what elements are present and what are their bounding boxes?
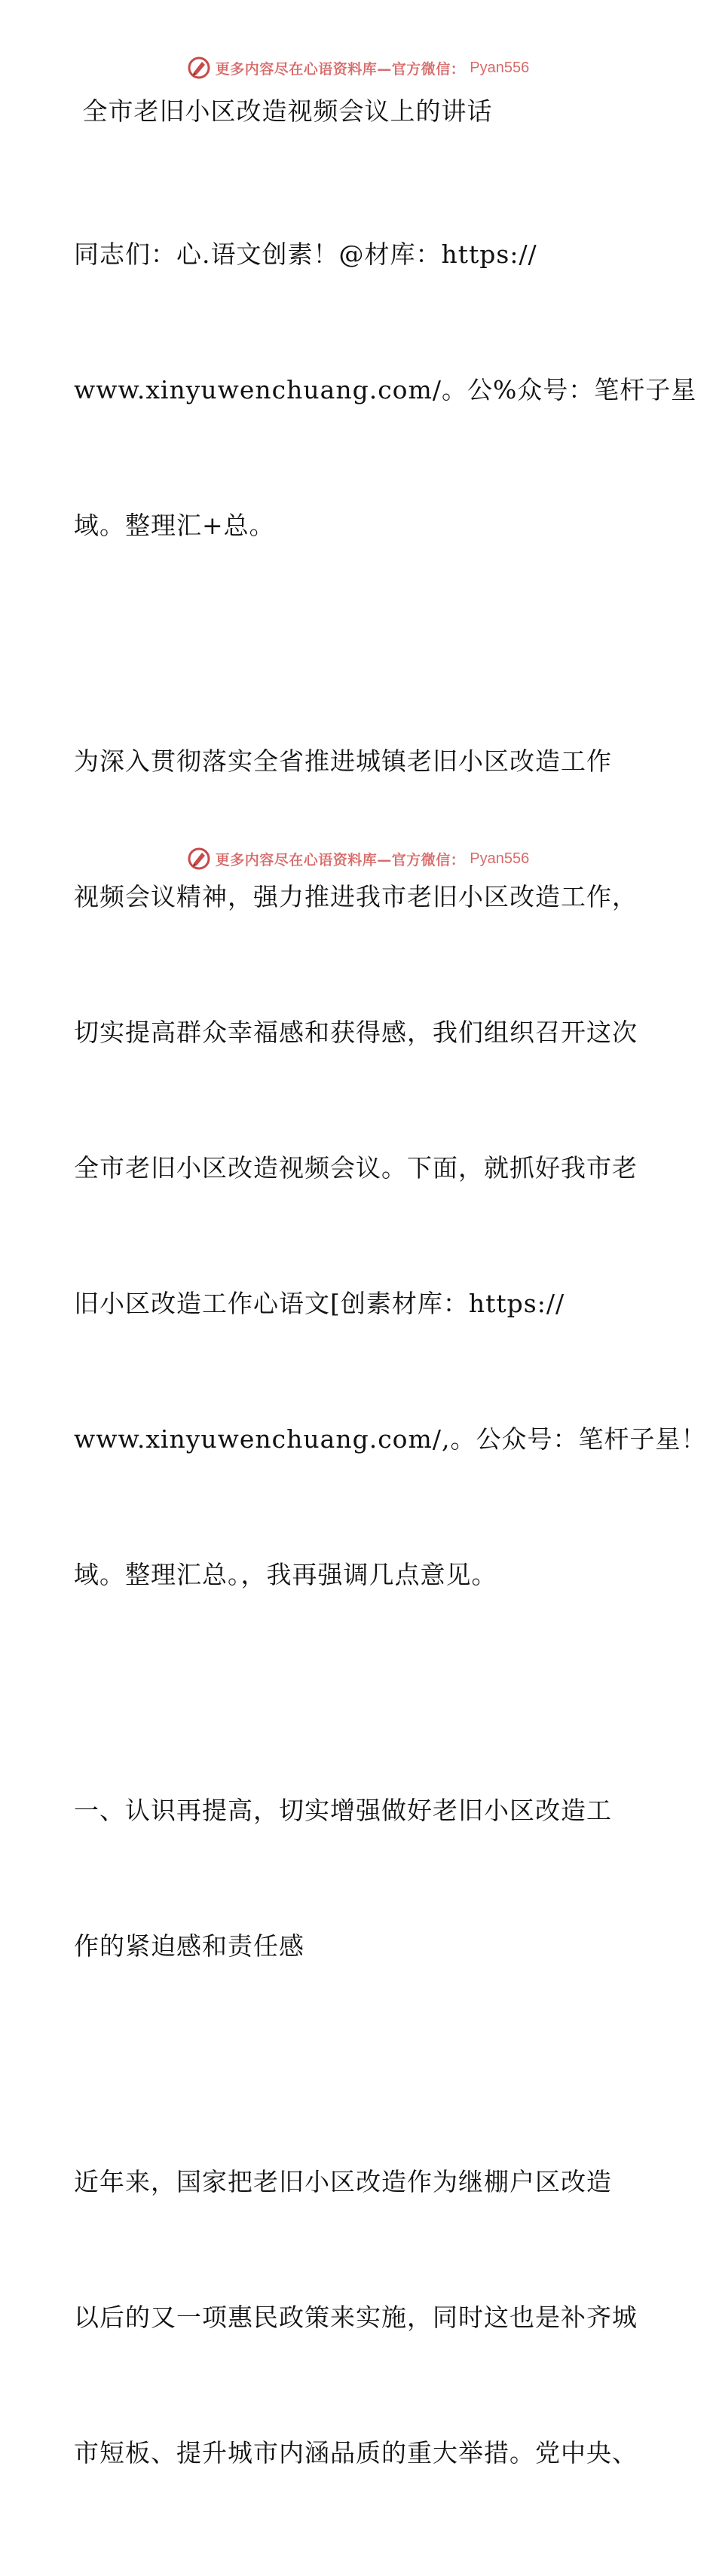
section-heading-1 <box>74 1698 647 2059</box>
paragraph-intro <box>74 649 707 1688</box>
text-line: www.xinyuwenchuang.com/,。公众号：笔杆子星！ <box>74 1424 707 1454</box>
paragraph-greeting <box>74 142 697 639</box>
document-title: 全市老旧小区改造视频会议上的讲话 <box>74 96 493 126</box>
text-line: 作的紧迫感和责任感 <box>74 1931 304 1961</box>
text-line: 全市老旧小区改造视频会议。下面，就抓好我市老 <box>74 1153 638 1183</box>
text-line: 切实提高群众幸福感和获得感，我们组织召开这次 <box>74 1018 638 1047</box>
document-body <box>74 89 707 2576</box>
footer-watermark-banner <box>0 844 716 874</box>
header-watermark-banner <box>0 53 716 83</box>
text-line: 视频会议精神，强力推进我市老旧小区改造工作， <box>74 882 638 911</box>
text-line: 域。整理汇总。，我再强调几点意见。 <box>74 1560 497 1589</box>
paragraph-section-1 <box>74 2069 647 2566</box>
header-watermark-id: Pyan556 <box>470 59 530 76</box>
text-line: 近年来，国家把老旧小区改造作为继棚户区改造 <box>74 2167 612 2196</box>
text-line: 为深入贯彻落实全省推进城镇老旧小区改造工作 <box>74 746 612 776</box>
pen-logo-icon <box>187 847 211 871</box>
header-watermark-text: 更多内容尽在心语资料库—官方微信： <box>215 60 466 78</box>
text-line: 旧小区改造工作心语文[创素材库：https:// <box>74 1289 565 1318</box>
text-line: 域。整理汇+总。 <box>74 511 275 540</box>
text-line: 同志们：心.语文创素！@材库：https:// <box>74 240 537 269</box>
text-line: 以后的又一项惠民政策来实施，同时这也是补齐城 <box>74 2303 638 2332</box>
pen-logo-icon <box>187 56 211 80</box>
text-line: www.xinyuwenchuang.com/。公%众号：笔杆子星 <box>74 375 697 404</box>
footer-watermark-id: Pyan556 <box>470 850 530 867</box>
text-line: 市短板、提升城市内涵品质的重大举措。党中央、 <box>74 2438 638 2468</box>
footer-watermark-text: 更多内容尽在心语资料库—官方微信： <box>215 851 466 868</box>
text-line: 一、认识再提高，切实增强做好老旧小区改造工 <box>74 1796 612 1825</box>
